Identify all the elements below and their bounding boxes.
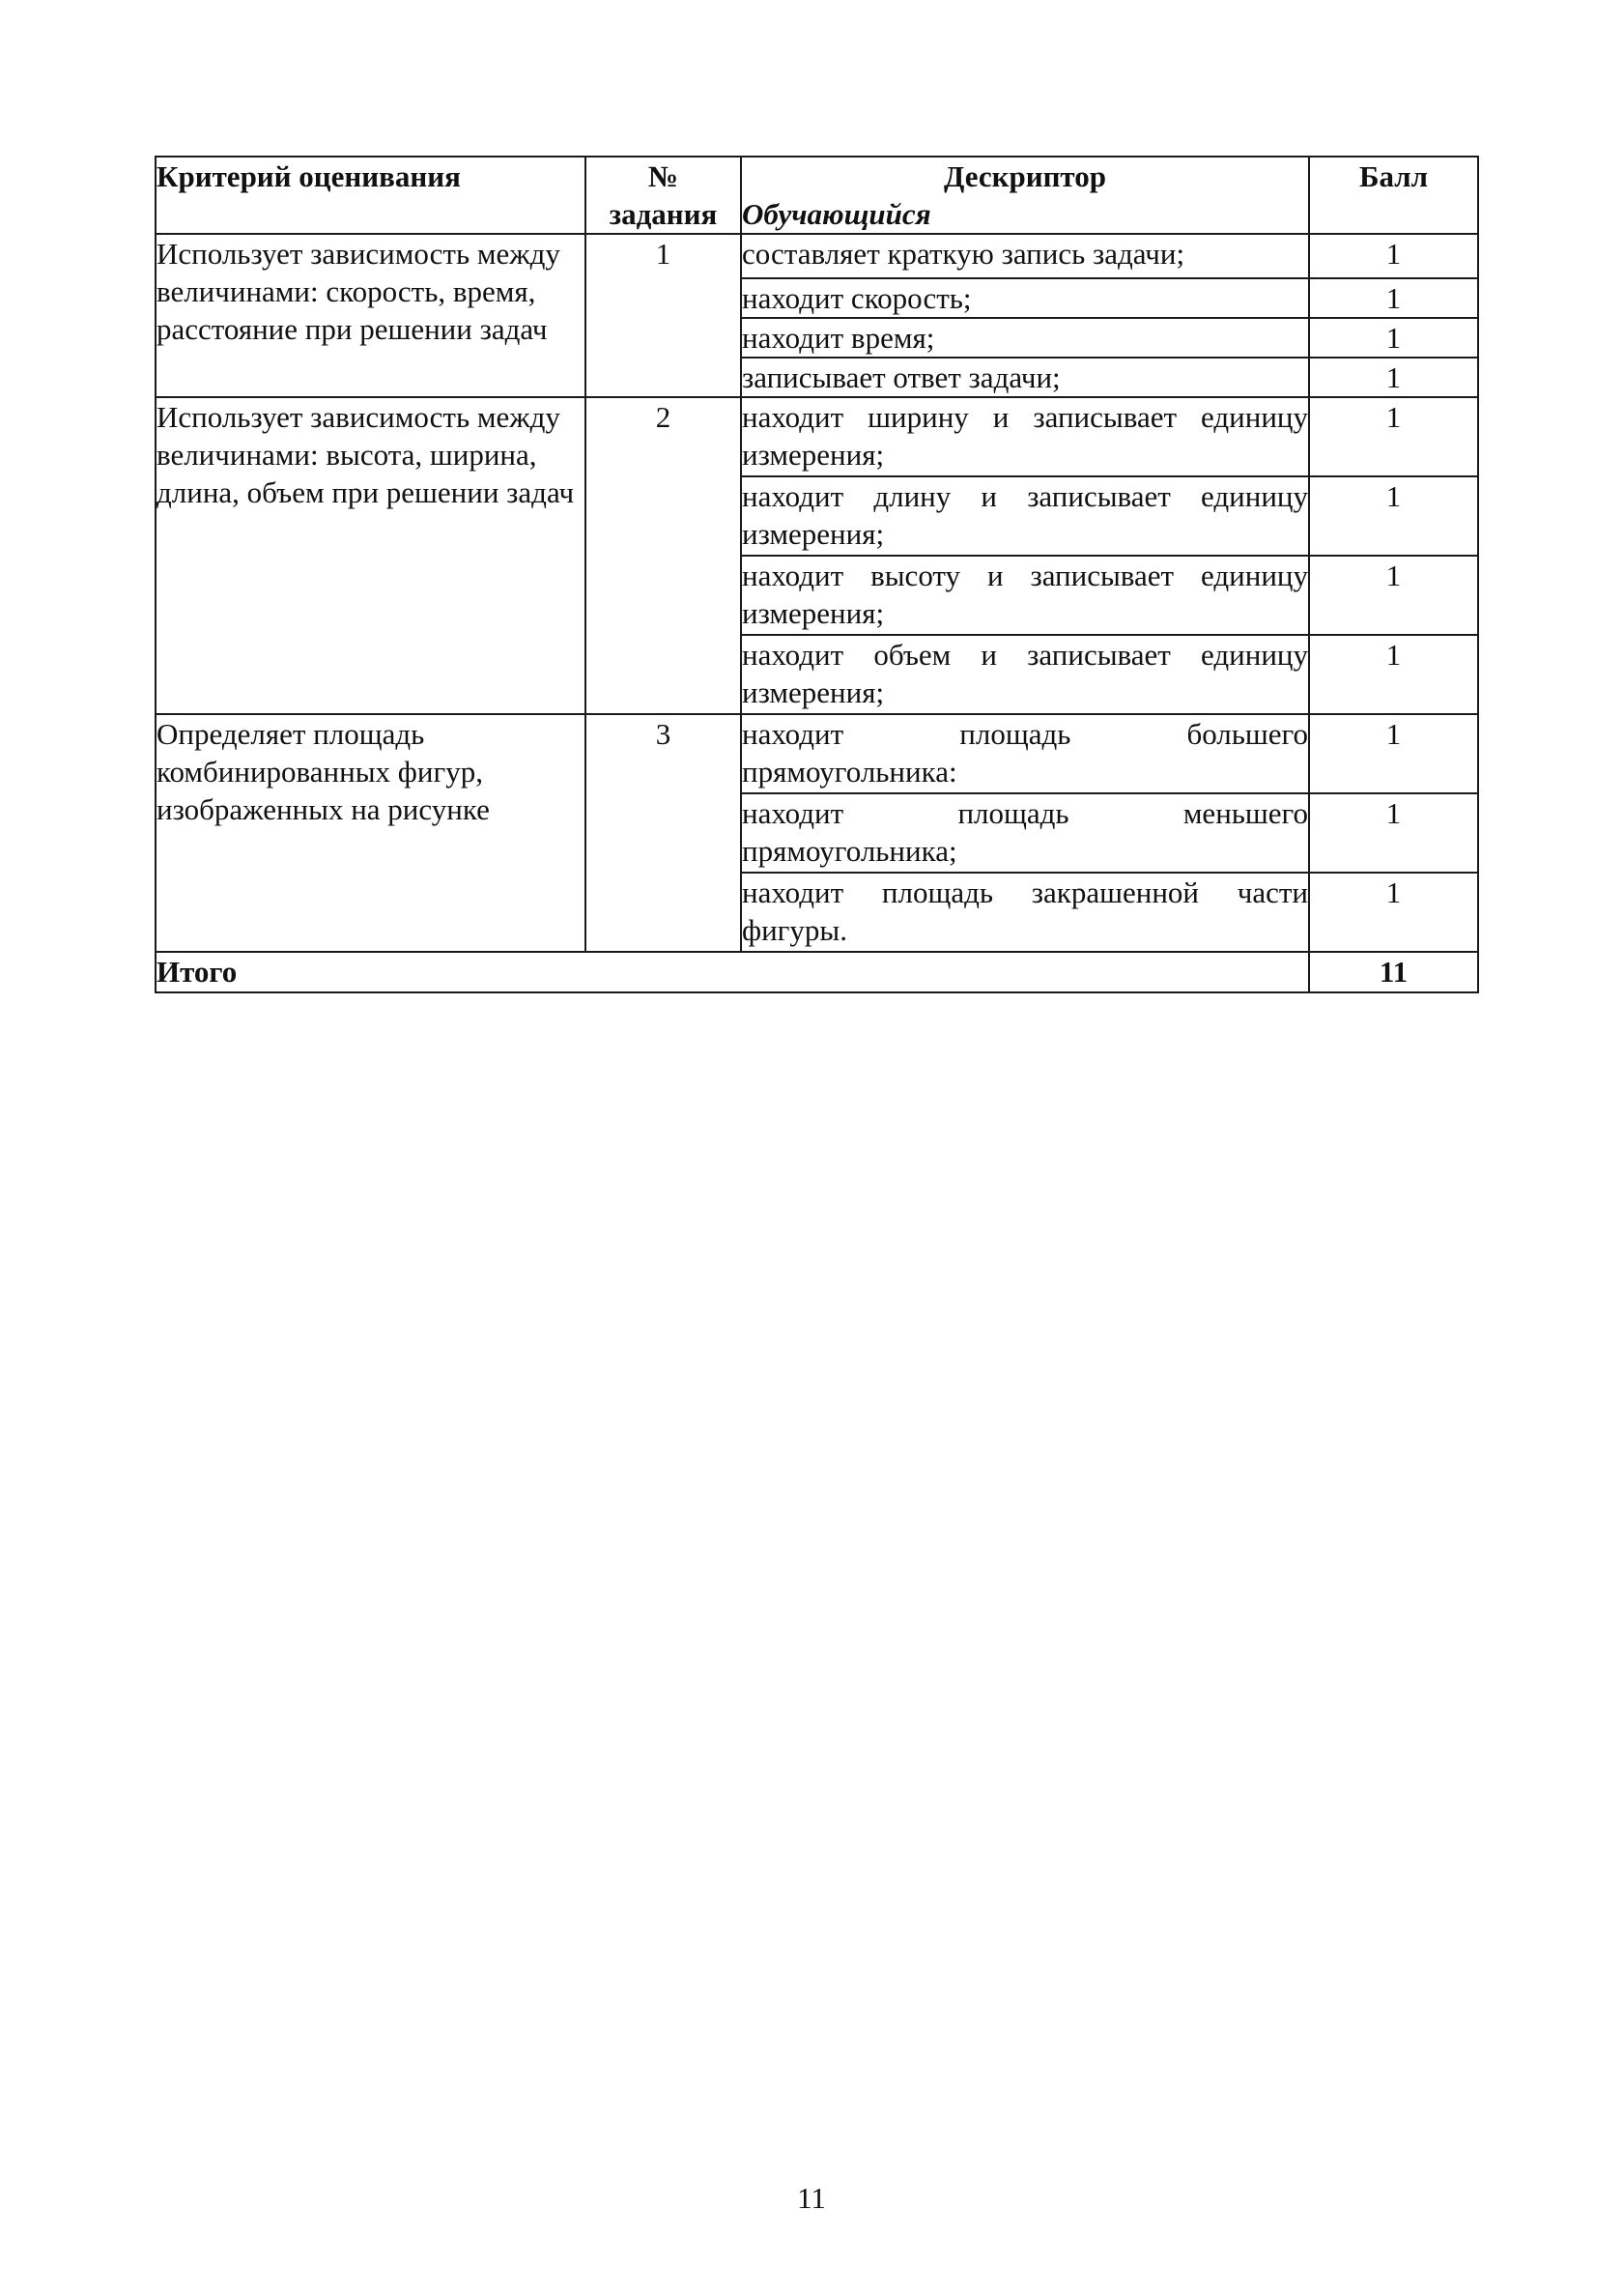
criterion-cell: Определяет площадь комбинированных фигур, изображенных на рисунке xyxy=(156,714,585,952)
score-cell: 1 xyxy=(1309,793,1478,873)
descriptor-cell: находит площадь закрашенной части фигуры. xyxy=(741,873,1309,952)
score-cell: 1 xyxy=(1309,714,1478,793)
score-cell: 1 xyxy=(1309,397,1478,476)
task-number-cell: 1 xyxy=(585,234,741,397)
page-number: 11 xyxy=(797,2181,826,2215)
score-cell: 1 xyxy=(1309,635,1478,714)
header-descriptor-title: Дескриптор xyxy=(944,159,1106,193)
score-cell: 1 xyxy=(1309,873,1478,952)
criterion-cell: Использует зависимость между величинами: высота, ширина, длина, объем при решении задач xyxy=(156,397,585,714)
table-row xyxy=(156,397,1478,476)
header-descriptor xyxy=(741,157,1309,234)
table-header-row xyxy=(156,157,1478,234)
descriptor-cell: составляет краткую запись задачи; xyxy=(741,234,1309,278)
total-label: Итого xyxy=(156,952,1309,992)
task-number-cell: 2 xyxy=(585,397,741,714)
task-number-cell: 3 xyxy=(585,714,741,952)
header-score: Балл xyxy=(1309,157,1478,234)
header-descriptor-subtitle: Обучающийся xyxy=(742,197,931,231)
descriptor-cell: находит объем и записывает единицу измерения; xyxy=(741,635,1309,714)
score-cell: 1 xyxy=(1309,476,1478,556)
header-task-number xyxy=(585,157,741,234)
header-criterion: Критерий оценивания xyxy=(156,157,585,234)
score-cell: 1 xyxy=(1309,278,1478,318)
descriptor-cell: записывает ответ задачи; xyxy=(741,358,1309,397)
score-cell: 1 xyxy=(1309,358,1478,397)
table-row xyxy=(156,714,1478,793)
descriptor-cell: находит скорость; xyxy=(741,278,1309,318)
table-row xyxy=(156,234,1478,278)
total-score: 11 xyxy=(1309,952,1478,992)
header-task-number-symbol: № xyxy=(647,159,679,193)
score-cell: 1 xyxy=(1309,556,1478,635)
descriptor-cell: находит время; xyxy=(741,318,1309,358)
total-row xyxy=(156,952,1478,992)
descriptor-cell: находит площадь большего прямоугольника: xyxy=(741,714,1309,793)
criterion-cell: Использует зависимость между величинами: скорость, время, расстояние при решении задач xyxy=(156,234,585,397)
score-cell: 1 xyxy=(1309,318,1478,358)
score-cell: 1 xyxy=(1309,234,1478,278)
assessment-rubric-table xyxy=(155,156,1479,993)
header-task-number-word: задания xyxy=(609,197,718,231)
descriptor-cell: находит ширину и записывает единицу измерения; xyxy=(741,397,1309,476)
descriptor-cell: находит длину и записывает единицу измерения; xyxy=(741,476,1309,556)
descriptor-cell: находит высоту и записывает единицу измерения; xyxy=(741,556,1309,635)
descriptor-cell: находит площадь меньшего прямоугольника; xyxy=(741,793,1309,873)
